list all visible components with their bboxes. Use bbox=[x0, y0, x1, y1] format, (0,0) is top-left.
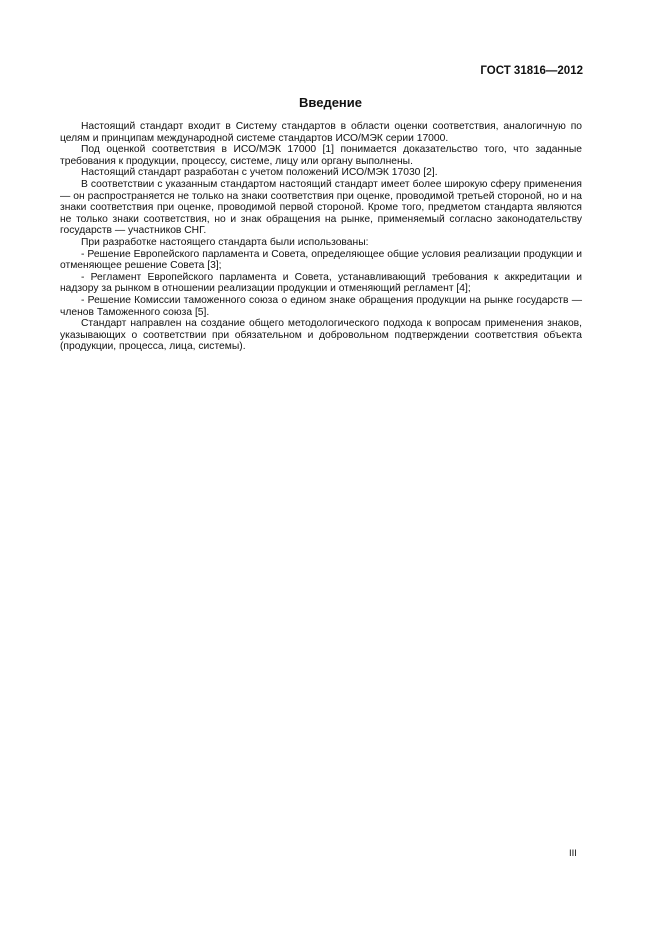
list-item: - Решение Комиссии таможенного союза о едином знаке обращения продукции на рынке государств — членов Таможенного союза [5]. bbox=[60, 294, 582, 318]
document-number: ГОСТ 31816—2012 bbox=[480, 65, 583, 77]
list-item: - Регламент Европейского парламента и Совета, устанавливающий требования к аккредитации и надзору за рынком в отношении реализации продукции и отменяющий регламент [4]; bbox=[60, 271, 582, 295]
paragraph: Настоящий стандарт разработан с учетом положений ИСО/МЭК 17030 [2]. bbox=[81, 167, 438, 179]
paragraph: Под оценкой соответствия в ИСО/МЭК 17000 [1] понимается доказательство того, что заданные требования к продукции, процессу, системе, лицу или органу выполнены. bbox=[60, 144, 582, 167]
page-number: III bbox=[569, 848, 577, 859]
paragraph: В соответствии с указанным стандартом настоящий стандарт имеет более широкую сферу применения — он распространяется не только на знаки соответствия при оценке, проводимой третьей стороной, но и на знаки соответствия при оценке, проводимой первой стороной. Кроме того, предметом стандарта являются не только знаки соответствия, но и знак обращения на рынке, применяемый согласно законодательству государств — участников СНГ. bbox=[60, 178, 582, 237]
list-item: - Решение Европейского парламента и Совета, определяющее общие условия реализации продукции и отменяющее решение Совета [3]; bbox=[60, 248, 582, 272]
paragraph: Стандарт направлен на создание общего методологического подхода к вопросам применения знаков, указывающих о соответствии при обязательном и добровольном подтверждении соответствия объекта (продукции, процесса, лица, системы). bbox=[60, 318, 582, 353]
paragraph: При разработке настоящего стандарта были использованы: bbox=[81, 236, 369, 248]
document-body bbox=[60, 121, 582, 353]
paragraph: Настоящий стандарт входит в Систему стандартов в области оценки соответствия, аналогичную по целям и принципам международной системе стандартов ИСО/МЭК серии 17000. bbox=[60, 121, 582, 144]
section-title: Введение bbox=[299, 95, 362, 110]
